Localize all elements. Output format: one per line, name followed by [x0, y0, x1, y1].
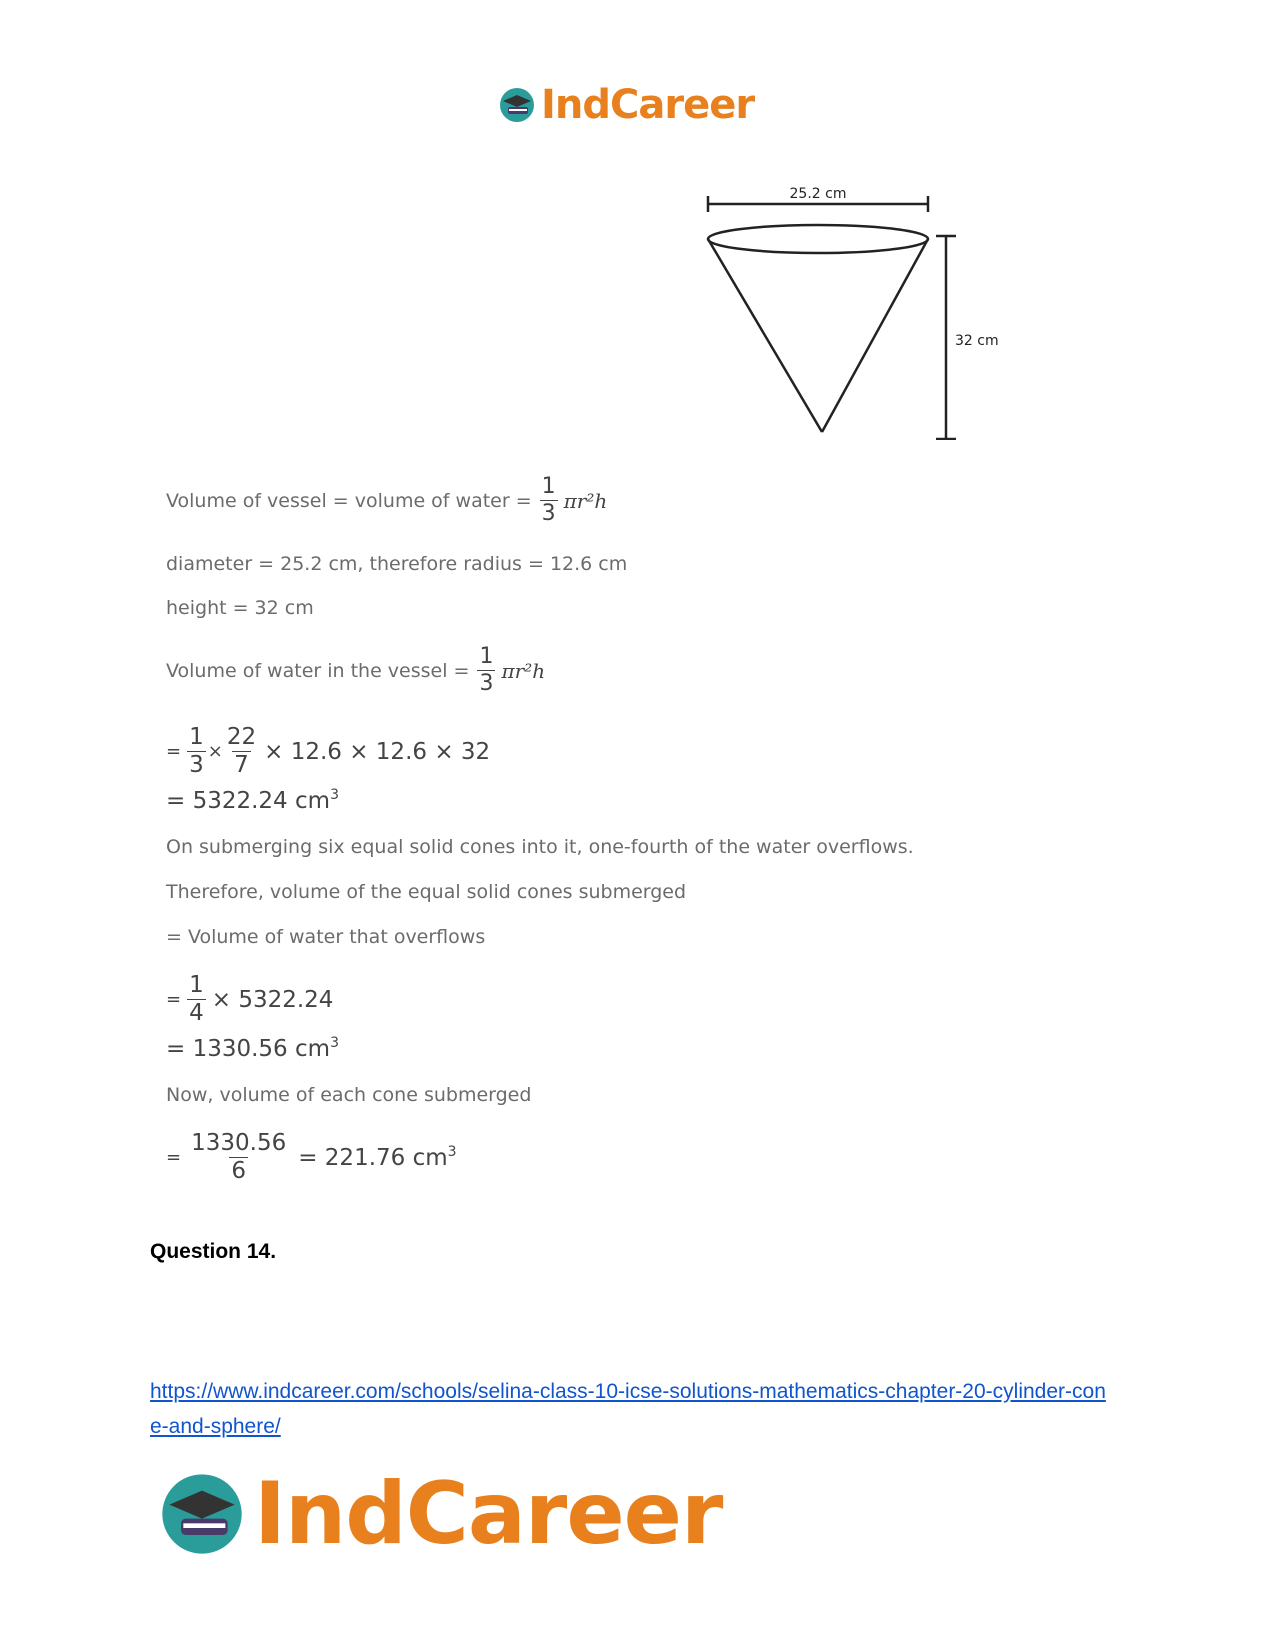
cone-diagram	[690, 170, 1010, 440]
header-logo	[499, 80, 754, 130]
fraction-one-third: $\frac{1}{3}$	[479, 644, 494, 696]
graduation-cap-icon	[160, 1472, 244, 1556]
result-volume: = 5322.24 cm 3	[166, 787, 339, 814]
footer-logo	[160, 1464, 723, 1564]
diameter-label: 25.2 cm	[789, 186, 847, 202]
source-url-link[interactable]: https://www.indcareer.com/schools/selina-class-10-icse-solutions-mathematics-chapter-20-cylinder-cone-and-sphere/	[150, 1380, 1106, 1438]
logo-text: IndCareer	[541, 82, 755, 128]
volume-vessel-line: Volume of vessel = volume of water = $\frac{1}{3}$ πr²h	[166, 474, 608, 526]
therefore-line: Therefore, volume of the equal solid cones submerged	[166, 881, 687, 903]
question-heading: Question 14.	[150, 1240, 277, 1263]
fraction-one-third: $\frac{1}{3}$	[541, 474, 556, 526]
each-cone-line: Now, volume of each cone submerged	[166, 1084, 532, 1106]
logo-text: IndCareer	[254, 1464, 723, 1564]
height-line: height = 32 cm	[166, 597, 314, 619]
submerging-line: On submerging six equal solid cones into it, one-fourth of the water overflows.	[166, 836, 914, 858]
result-overflow: = 1330.56 cm 3	[166, 1035, 339, 1062]
calculation-each-cone: = $\frac{1330.56}{6}$ = 221.76 cm 3	[166, 1130, 457, 1184]
volume-water-line: Volume of water in the vessel = $\frac{1}{3}$ πr²h	[166, 644, 546, 696]
overflow-line: = Volume of water that overflows	[166, 926, 486, 948]
calculation-overflow: = $\frac{1}{4}$ × 5322.24	[166, 972, 334, 1026]
graduation-cap-icon	[499, 87, 535, 123]
diameter-radius-line: diameter = 25.2 cm, therefore radius = 12.6 cm	[166, 553, 628, 575]
height-label: 32 cm	[955, 333, 999, 349]
calculation-volume: = $\frac{1}{3}$ × $\frac{22}{7}$ × 12.6 × 12.6 × 32	[166, 724, 491, 778]
